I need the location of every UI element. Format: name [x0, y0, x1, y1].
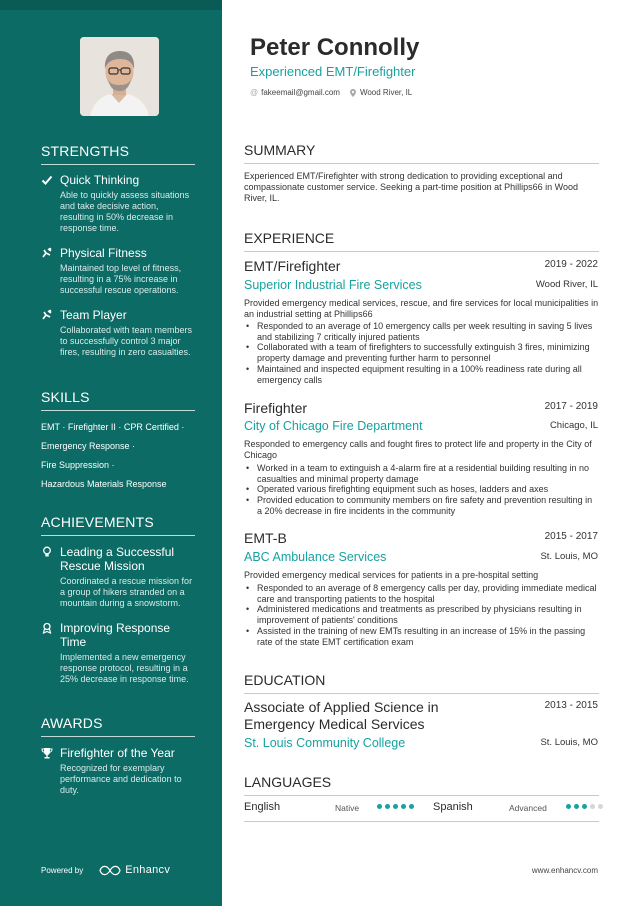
- job-location: Wood River, IL: [535, 279, 598, 290]
- level-dot: [574, 804, 579, 809]
- candidate-name: Peter Connolly: [250, 34, 420, 61]
- medal-icon: [41, 622, 53, 634]
- enhancv-brand: Enhancv: [125, 864, 171, 876]
- email-icon: @: [250, 88, 259, 97]
- job-company: ABC Ambulance Services: [244, 550, 387, 564]
- education-location: St. Louis, MO: [540, 737, 598, 748]
- job-dates: 2017 - 2019: [544, 401, 598, 412]
- strength-icon: [41, 309, 53, 321]
- language-name: Spanish: [433, 801, 473, 813]
- location-text: Wood River, IL: [359, 88, 413, 97]
- strengths-section: [41, 143, 195, 358]
- email-text[interactable]: fakeemail@gmail.com: [261, 88, 340, 97]
- level-dot: [566, 804, 571, 809]
- sidebar: [0, 0, 222, 906]
- location-pin-icon: [350, 89, 356, 97]
- language-level: Advanced: [509, 803, 547, 813]
- job-location: Chicago, IL: [549, 420, 598, 431]
- awards-section: [41, 715, 195, 796]
- award-desc: Recognized for exemplary performance and dedication to duty.: [60, 763, 182, 795]
- strength-item: [41, 173, 195, 234]
- job-bullet: • Assisted in the training of new EMTs resulting in an increase of 15% in the passing rate of the state EMT certification exam: [244, 626, 599, 647]
- check-icon: [41, 174, 53, 186]
- job-bullets: [244, 583, 599, 647]
- job-bullet: • Worked in a team to extinguish a 4-alarm fire at a residential building resulting in no casualties and minimal property damage: [244, 463, 599, 484]
- achievements-section: [41, 514, 195, 685]
- job-bullet: • Administered medications and treatments as prescribed by physicians resulting in improvement of patients' conditions: [244, 604, 599, 625]
- job-description: Provided emergency medical services, rescue, and fire services for local municipalities in an industrial setting at Phillips66: [244, 298, 599, 319]
- strength-icon: [41, 247, 53, 259]
- job-bullet: • Collaborated with a team of firefighters to successfully extinguish 3 fires, minimizing property damage and preventing further harm to personnel: [244, 342, 599, 363]
- education-degree: Associate of Applied Science in Emergency Medical Services: [244, 699, 439, 732]
- education-dates: 2013 - 2015: [544, 700, 598, 711]
- achievement-title: Leading a Successful Rescue Mission: [60, 545, 175, 573]
- languages-divider: [244, 821, 599, 822]
- level-dot: [393, 804, 398, 809]
- job-bullets: [244, 321, 599, 385]
- job-company: Superior Industrial Fire Services: [244, 278, 422, 292]
- language-name: English: [244, 801, 281, 813]
- trophy-icon: [41, 747, 53, 759]
- profile-photo: [80, 37, 159, 116]
- achievements-title: ACHIEVEMENTS: [41, 514, 195, 536]
- skills-section: [41, 389, 195, 489]
- languages-title: LANGUAGES: [244, 774, 599, 796]
- job-dates: 2019 - 2022: [544, 259, 598, 270]
- skill-item: Fire Suppression ·: [41, 460, 115, 470]
- level-dot: [590, 804, 595, 809]
- language-dots: [377, 804, 414, 809]
- award-title: Firefighter of the Year: [60, 746, 175, 760]
- sidebar-top-bar: [0, 0, 222, 10]
- language-dots: [566, 804, 603, 809]
- strength-title: Physical Fitness: [60, 246, 147, 260]
- skills-title: SKILLS: [41, 389, 195, 411]
- skill-item: EMT · Firefighter II · CPR Certified ·: [41, 422, 185, 432]
- achievement-title: Improving Response Time: [60, 621, 171, 649]
- level-dot: [409, 804, 414, 809]
- experience-title: EXPERIENCE: [244, 230, 599, 252]
- powered-by: [41, 864, 170, 876]
- summary-text: Experienced EMT/Firefighter with strong dedication to providing exceptional and compassionate customer service. Seeking a part-time position at Phillips66 in Wood River, IL.: [244, 171, 578, 203]
- awards-title: AWARDS: [41, 715, 195, 737]
- powered-by-label: Powered by: [41, 865, 84, 875]
- job-bullets: [244, 463, 599, 517]
- enhancv-logo[interactable]: [99, 864, 170, 876]
- job-company: City of Chicago Fire Department: [244, 419, 423, 433]
- level-dot: [582, 804, 587, 809]
- education-school: St. Louis Community College: [244, 736, 406, 750]
- achievement-desc: Coordinated a rescue mission for a group of hikers stranded on a mountain during a snowstorm.: [60, 576, 193, 608]
- strength-title: Quick Thinking: [60, 173, 140, 187]
- strengths-title: STRENGTHS: [41, 143, 195, 165]
- job-title: Firefighter: [244, 400, 308, 416]
- level-dot: [385, 804, 390, 809]
- job-bullet: • Responded to an average of 10 emergency calls per week resulting in saving 5 lives and stabilizing 7 critically injured patients: [244, 321, 599, 342]
- candidate-role: Experienced EMT/Firefighter: [250, 64, 416, 79]
- job-description: Responded to emergency calls and fought fires to protect life and property in the City of Chicago: [244, 439, 592, 460]
- lightbulb-icon: [41, 546, 53, 558]
- job-bullet: • Responded to an average of 8 emergency calls per day, providing immediate medical care and transporting patients to the hospital: [244, 583, 599, 604]
- job-bullet: • Maintained and inspected equipment resulting in a 100% readiness rate during all emergency calls: [244, 364, 599, 385]
- achievement-desc: Implemented a new emergency response protocol, resulting in a 25% decrease in response time.: [60, 652, 189, 684]
- strength-desc: Collaborated with team members to successfully control 3 major fires, resulting in zero casualties.: [60, 325, 193, 357]
- skill-item: Emergency Response ·: [41, 441, 136, 451]
- achievement-item: [41, 545, 195, 609]
- languages-row: [244, 801, 599, 817]
- job-description: Provided emergency medical services for patients in a pre-hospital setting: [244, 570, 539, 580]
- strength-item: [41, 246, 195, 296]
- job-dates: 2015 - 2017: [544, 531, 598, 542]
- level-dot: [598, 804, 603, 809]
- job-bullet: • Provided education to community members on fire safety and prevention resulting in a 20% decrease in fire incidents in the community: [244, 495, 599, 516]
- summary-title: SUMMARY: [244, 142, 599, 164]
- strength-title: Team Player: [60, 308, 127, 322]
- level-dot: [377, 804, 382, 809]
- footer-site[interactable]: www.enhancv.com: [531, 866, 598, 875]
- education-title: EDUCATION: [244, 672, 599, 694]
- enhancv-logo-icon: [99, 865, 121, 876]
- strength-desc: Able to quickly assess situations and take decisive action, resulting in 50% decrease in response time.: [60, 190, 190, 233]
- strength-desc: Maintained top level of fitness, resulting in a 75% increase in successful rescue operations.: [60, 263, 182, 295]
- language-level: Native: [335, 803, 360, 813]
- skill-item: Hazardous Materials Response: [41, 479, 167, 489]
- achievement-item: [41, 621, 195, 685]
- job-title: EMT/Firefighter: [244, 258, 341, 274]
- strength-item: [41, 308, 195, 358]
- award-item: [41, 746, 195, 796]
- job-bullet: • Operated various firefighting equipment such as hoses, ladders and axes: [244, 484, 599, 495]
- job-location: St. Louis, MO: [540, 551, 598, 562]
- level-dot: [401, 804, 406, 809]
- job-title: EMT-B: [244, 530, 287, 546]
- contact-row: [250, 88, 412, 97]
